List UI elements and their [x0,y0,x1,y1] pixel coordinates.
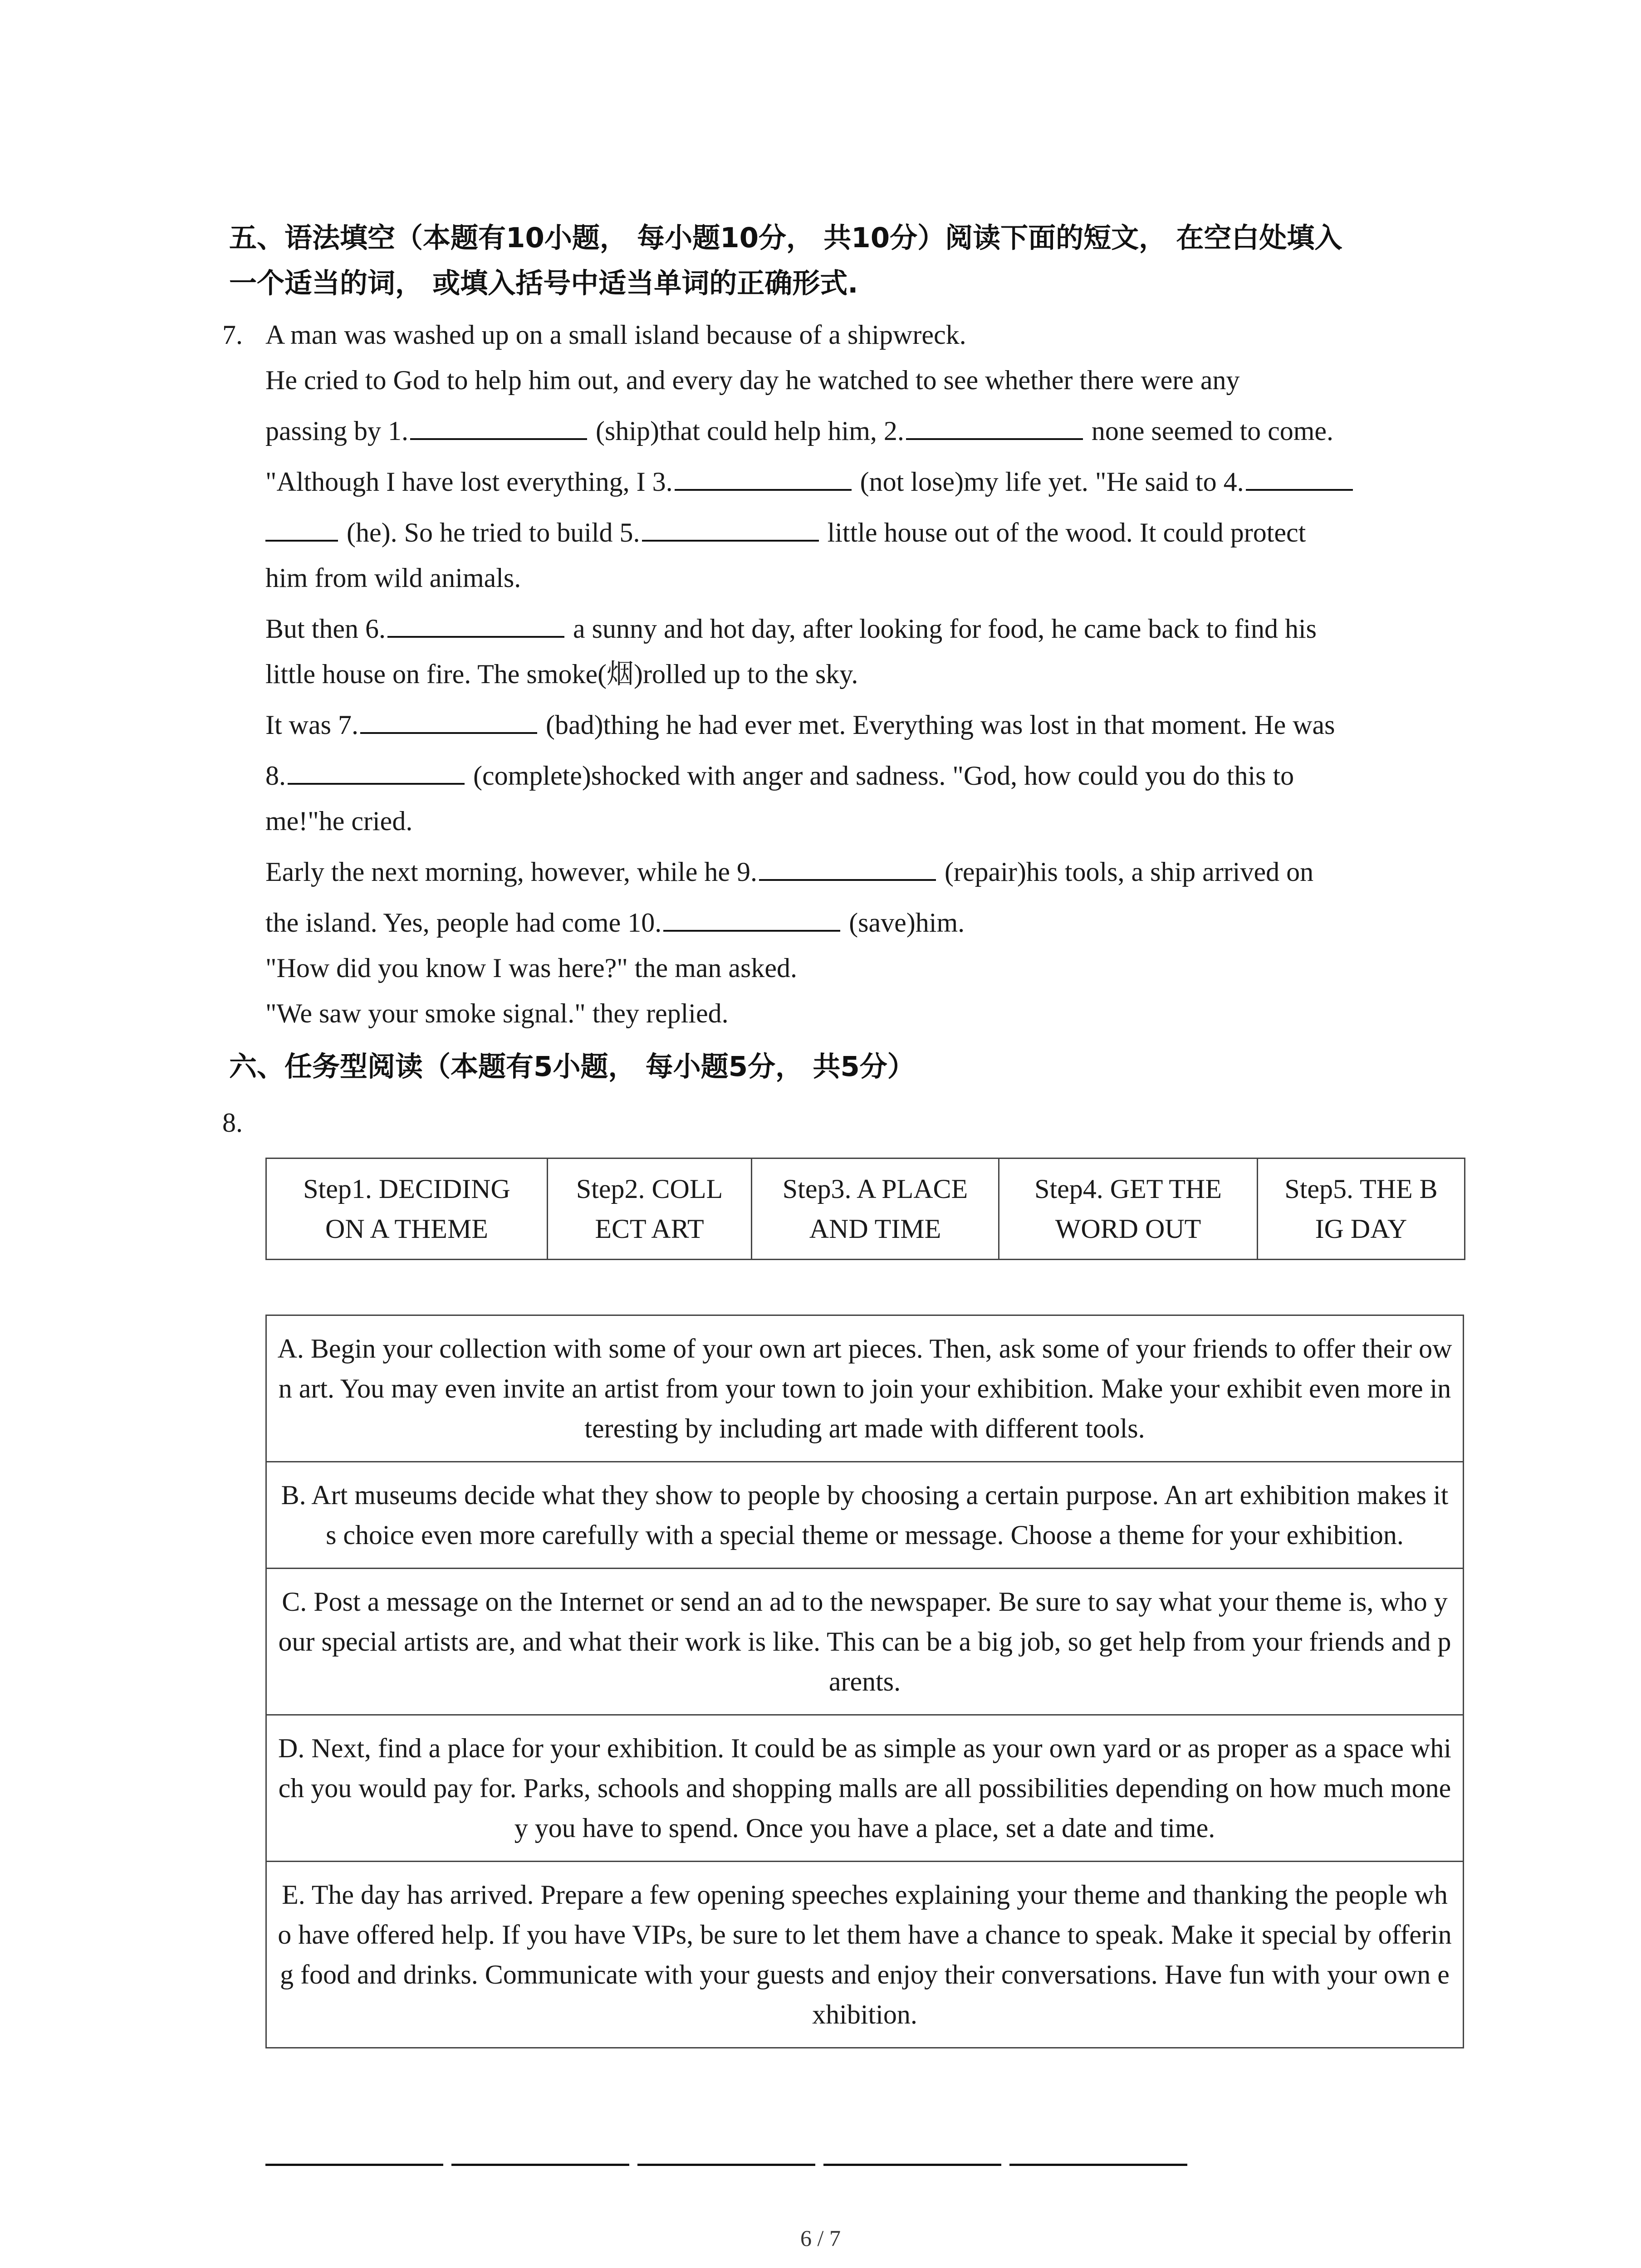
blank-9[interactable] [759,852,936,881]
option-d: D. Next, find a place for your exhibition. It could be as simple as your own yard or as proper as a space which you would pay for. Parks, schools and shopping malls are all possibilities depending on how much money you have to spend. Once you have a place, set a date and time. [265,1716,1464,1862]
option-b: B. Art museums decide what they show to people by choosing a certain purpose. An art exhibition makes its choice even more carefully with a special theme or message. Choose a theme for your exhibition. [265,1462,1464,1569]
passage-line: It was 7. (bad)thing he had ever met. Everything was lost in that moment. He was [265,702,1463,748]
section-5-title-line-1: 五、语法填空（本题有10小题， 每小题10分， 共10分）阅读下面的短文， 在空白处填入 [229,222,1342,254]
answer-blank-5[interactable] [1009,2132,1187,2166]
passage-line: the island. Yes, people had come 10. (save)him. [265,900,1463,945]
blank-5[interactable] [642,513,819,542]
answer-blank-1[interactable] [265,2132,443,2166]
step-cell-2: Step2. COLL ECT ART [548,1158,752,1260]
passage-line: He cried to God to help him out, and every day he watched to see whether there were any [265,365,1240,395]
step-cell-4: Step4. GET THE WORD OUT [999,1158,1258,1260]
passage-line: "Although I have lost everything, I 3. (not lose)my life yet. "He said to 4. [265,459,1463,504]
answer-blank-3[interactable] [637,2132,815,2166]
passage-line: A man was washed up on a small island because of a shipwreck. [265,320,966,350]
section-5-title-line-2: 一个适当的词， 或填入括号中适当单词的正确形式. [229,267,858,299]
blank-8[interactable] [288,756,465,785]
answer-blank-4[interactable] [823,2132,1001,2166]
passage-line: me!"he cried. [265,806,413,836]
passage-line: him from wild animals. [265,563,521,593]
page-number: 6 / 7 [800,2225,841,2251]
blank-6[interactable] [387,609,564,638]
option-c: C. Post a message on the Internet or send an ad to the newspaper. Be sure to say what your theme is, who your special artists are, and what their work is like. This can be a big job, so get help from your friends and parents. [265,1569,1464,1716]
steps-table [265,1158,1465,1260]
option-a: A. Begin your collection with some of your own art pieces. Then, ask some of your friends to offer their own art. You may even invite an artist from your town to join your exhibition. Make your exhibit even more interesting by including art made with different tools. [265,1315,1464,1462]
blank-1[interactable] [410,411,587,440]
passage-line: passing by 1. (ship)that could help him, 2. none seemed to come. [265,408,1463,454]
step-cell-5: Step5. THE B IG DAY [1258,1158,1465,1260]
answer-lines [265,2132,1195,2168]
step-cell-1: Step1. DECIDING ON A THEME [266,1158,548,1260]
step-cell-3: Step3. A PLACE AND TIME [752,1158,999,1260]
blank-4-continued[interactable] [265,513,338,542]
section-6-title: 六、任务型阅读（本题有5小题， 每小题5分， 共5分） [229,1051,915,1083]
blank-2[interactable] [906,411,1083,440]
passage-line: (he). So he tried to build 5. little house out of the wood. It could protect [265,510,1463,555]
steps-row [266,1158,1465,1260]
passage-line: little house on fire. The smoke(烟)rolled up to the sky. [265,659,858,689]
options-list [265,1315,1464,2048]
option-e: E. The day has arrived. Prepare a few opening speeches explaining your theme and thanking the people who have offered help. If you have VIPs, be sure to let them have a chance to speak. Make it special by offering food and drinks. Communicate with your guests and enjoy their conversations. Have fun with your own exhibition. [265,1862,1464,2048]
answer-blank-2[interactable] [451,2132,629,2166]
blank-4[interactable] [1246,462,1353,491]
passage-line: But then 6. a sunny and hot day, after looking for food, he came back to find his [265,606,1463,651]
question-8-number: 8. [222,1108,243,1138]
passage-line: Early the next morning, however, while he 9. (repair)his tools, a ship arrived on [265,849,1463,894]
passage-line: "We saw your smoke signal." they replied. [265,998,729,1028]
passage-line: 8. (complete)shocked with anger and sadness. "God, how could you do this to [265,753,1463,798]
passage-line: "How did you know I was here?" the man asked. [265,953,798,983]
blank-10[interactable] [663,903,840,932]
blank-3[interactable] [675,462,852,491]
question-7-number: 7. [222,320,243,350]
passage-q7 [265,312,1463,1036]
blank-7[interactable] [360,705,537,734]
